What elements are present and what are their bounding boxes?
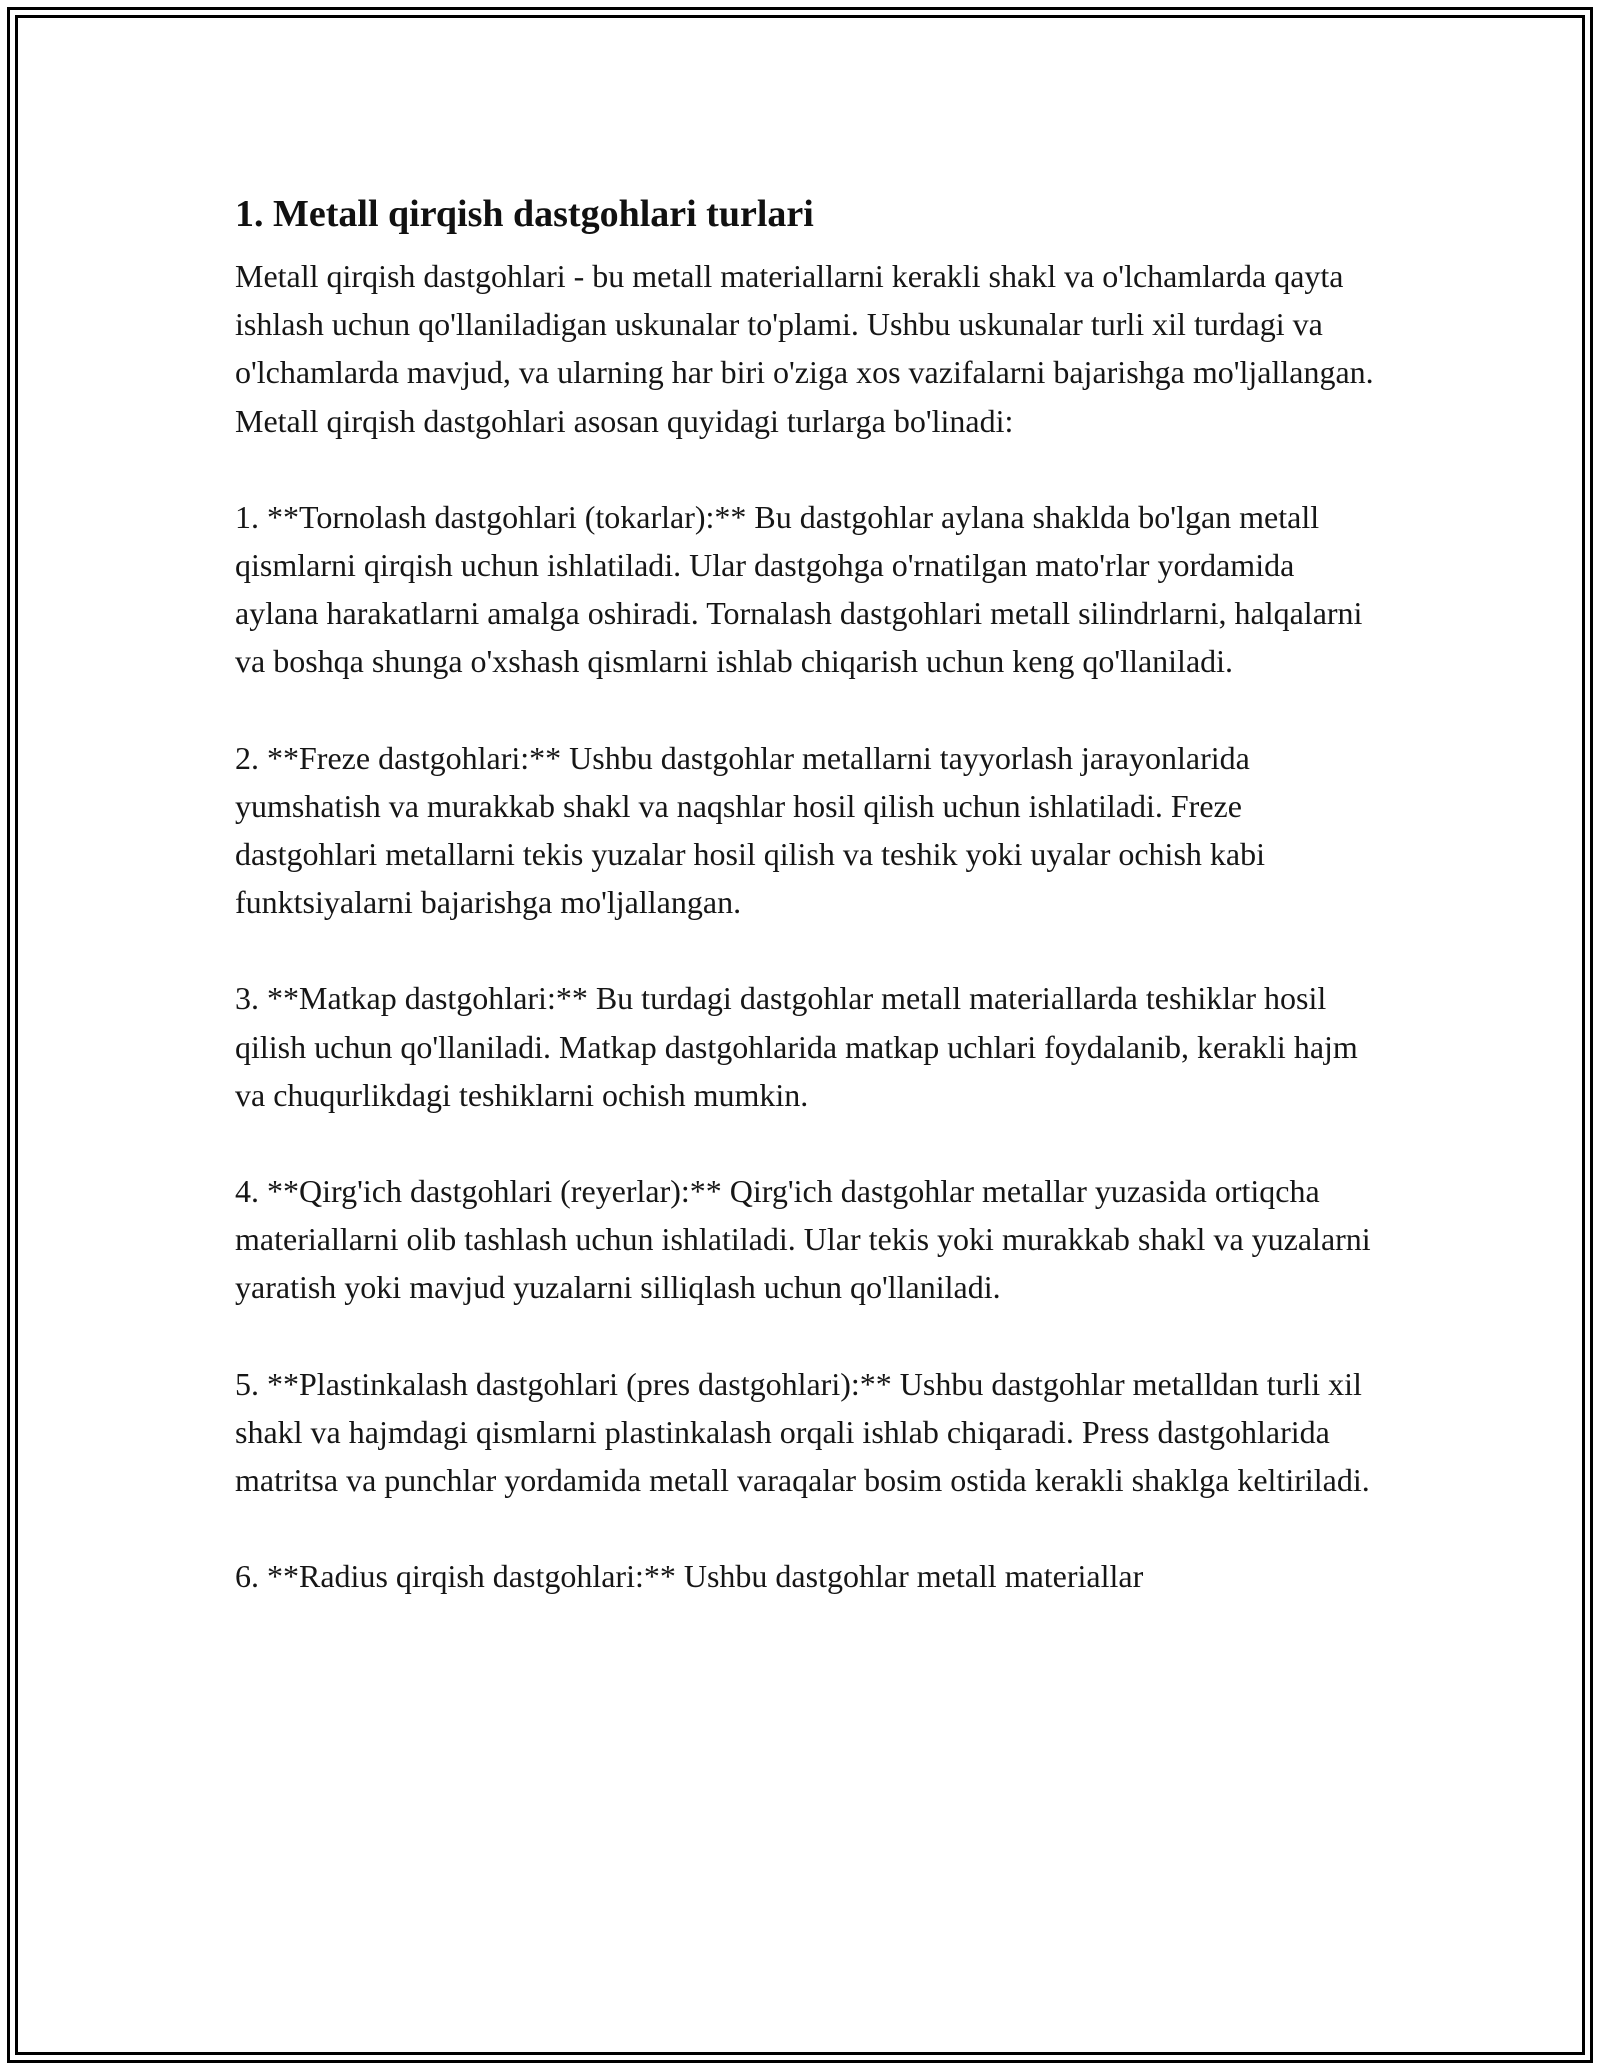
intro-paragraph: Metall qirqish dastgohlari - bu metall materiallarni kerakli shakl va o'lchamlarda qayta ishlash uchun qo'llaniladigan uskunalar to'plami. Ushbu uskunalar turli xil turdagi va o'lchamlarda mavjud, va ularning har biri o'ziga xos vazifalarni bajarishga mo'ljallangan. Metall qirqish dastgohlari asosan quyidagi turlarga bo'linadi: bbox=[235, 258, 1374, 439]
document-body bbox=[235, 186, 1375, 1600]
page-title: 1. Metall qirqish dastgohlari turlari bbox=[235, 193, 814, 235]
list-item-scraping-machines: 4. **Qirg'ich dastgohlari (reyerlar):** Qirg'ich dastgohlar metallar yuzasida ortiqcha materiallarni olib tashlash uchun ishlatiladi. Ular tekis yoki murakkab shakl va yuzalarni yaratish yoki mavjud yuzalarni silliqlash uchun qo'llaniladi. bbox=[235, 1173, 1371, 1306]
list-item-radius-cutting-machines: 6. **Radius qirqish dastgohlari:** Ushbu dastgohlar metall materiallar bbox=[235, 1558, 1144, 1595]
list-item-turning-machines: 1. **Tornolash dastgohlari (tokarlar):** Bu dastgohlar aylana shaklda bo'lgan metall qismlarni qirqish uchun ishlatiladi. Ular dastgohga o'rnatilgan mato'rlar yordamida aylana harakatlarni amalga oshiradi. Tornalash dastgohlari metall silindrlarni, halqalarni va boshqa shunga o'xshash qismlarni ishlab chiqarish uchun keng qo'llaniladi. bbox=[235, 498, 1363, 680]
list-item-milling-machines: 2. **Freze dastgohlari:** Ushbu dastgohlar metallarni tayyorlash jarayonlarida yumshatish va murakkab shakl va naqshlar hosil qilish uchun ishlatiladi. Freze dastgohlari metallarni tekis yuzalar hosil qilish va teshik yoki uyalar ochish kabi funktsiyalarni bajarishga mo'ljallangan. bbox=[235, 739, 1265, 921]
list-item-drilling-machines: 3. **Matkap dastgohlari:** Bu turdagi dastgohlar metall materiallarda teshiklar hosil qilish uchun qo'llaniladi. Matkap dastgohlarida matkap uchlari foydalanib, kerakli hajm va chuqurlikdagi teshiklarni ochish mumkin. bbox=[235, 980, 1358, 1113]
list-item-press-machines: 5. **Plastinkalash dastgohlari (pres dastgohlari):** Ushbu dastgohlar metalldan turli xil shakl va hajmdagi qismlarni plastinkalash orqali ishlab chiqaradi. Press dastgohlarida matritsa va punchlar yordamida metall varaqalar bosim ostida kerakli shaklga keltiriladi. bbox=[235, 1365, 1370, 1499]
